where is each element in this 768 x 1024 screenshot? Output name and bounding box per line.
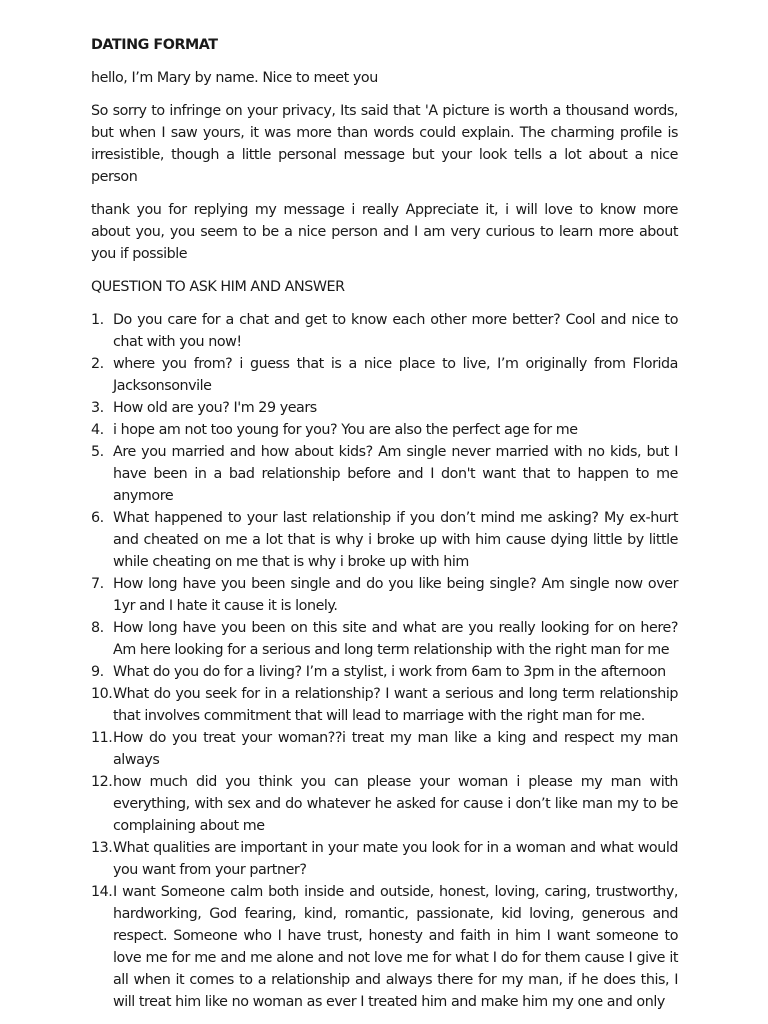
item-text: I want Someone calm both inside and outside, honest, loving, caring, trustworthy, hardworking, God fearing, kind, romantic, passionate, kid loving, generous and respect. Someone who I have trust, honesty and faith in him I want someone to love me for me and me alone and not love me for what I do for them cause I give it all when it comes to a relationship and always there for my man, if he does this, I will treat him like no woman as ever I treated him and make him my one and only	[113, 884, 678, 1010]
list-item	[91, 837, 678, 881]
item-number: 7.	[91, 576, 104, 592]
list-item	[91, 683, 678, 727]
item-text: What qualities are important in your mate you look for in a woman and what would you want from your partner?	[113, 840, 678, 878]
item-number: 9.	[91, 664, 104, 680]
list-item	[91, 727, 678, 771]
reply-paragraph: thank you for replying my message i really Appreciate it, i will love to know more about you, you seem to be a nice person and I am very curious to learn more about you if possible	[91, 202, 678, 262]
list-item	[91, 881, 678, 1013]
item-text: What do you seek for in a relationship? I want a serious and long term relationship that involves commitment that will lead to marriage with the right man for me.	[113, 686, 678, 724]
item-text: where you from? i guess that is a nice place to live, I’m originally from Florida Jacksonsonvile	[113, 356, 678, 394]
item-text: Do you care for a chat and get to know each other more better? Cool and nice to chat with you now!	[113, 312, 678, 350]
item-text: How long have you been on this site and what are you really looking for on here? Am here looking for a serious and long term relationship with the right man for me	[113, 620, 678, 658]
list-item	[91, 441, 678, 507]
greeting-paragraph: hello, I’m Mary by name. Nice to meet you	[91, 70, 378, 86]
questions-heading: QUESTION TO ASK HIM AND ANSWER	[91, 279, 345, 295]
questions-list	[91, 309, 678, 1013]
document-page	[91, 34, 678, 1013]
item-text: What happened to your last relationship if you don’t mind me asking? My ex-hurt and cheated on me a lot that is why i broke up with him cause dying little by little while cheating on me that is why i broke up with him	[113, 510, 678, 570]
list-item	[91, 771, 678, 837]
item-number: 3.	[91, 400, 104, 416]
list-item	[91, 419, 678, 441]
item-text: What do you do for a living? I’m a stylist, i work from 6am to 3pm in the afternoon	[113, 664, 666, 680]
item-text: How old are you? I'm 29 years	[113, 400, 317, 416]
item-text: How long have you been single and do you like being single? Am single now over 1yr and I hate it cause it is lonely.	[113, 576, 678, 614]
item-number: 6.	[91, 510, 104, 526]
list-item	[91, 617, 678, 661]
item-number: 2.	[91, 356, 104, 372]
item-number: 11.	[91, 730, 113, 746]
item-number: 13.	[91, 840, 113, 856]
list-item	[91, 661, 678, 683]
item-text: i hope am not too young for you? You are also the perfect age for me	[113, 422, 578, 438]
document-title: DATING FORMAT	[91, 37, 218, 53]
item-number: 4.	[91, 422, 104, 438]
list-item	[91, 353, 678, 397]
item-number: 14.	[91, 884, 113, 900]
item-number: 12.	[91, 774, 113, 790]
list-item	[91, 573, 678, 617]
item-number: 5.	[91, 444, 104, 460]
list-item	[91, 397, 678, 419]
intro-paragraph: So sorry to infringe on your privacy, Its said that 'A picture is worth a thousand words, but when I saw yours, it was more than words could explain. The charming profile is irresistible, though a little personal message but your look tells a lot about a nice person	[91, 103, 678, 185]
item-text: How do you treat your woman??i treat my man like a king and respect my man always	[113, 730, 678, 768]
item-text: Are you married and how about kids? Am single never married with no kids, but I have been in a bad relationship before and I don't want that to happen to me anymore	[113, 444, 678, 504]
item-text: how much did you think you can please your woman i please my man with everything, with sex and do whatever he asked for cause i don’t like man my to be complaining about me	[113, 774, 678, 834]
item-number: 8.	[91, 620, 104, 636]
item-number: 1.	[91, 312, 104, 328]
list-item	[91, 507, 678, 573]
list-item	[91, 309, 678, 353]
item-number: 10.	[91, 686, 113, 702]
